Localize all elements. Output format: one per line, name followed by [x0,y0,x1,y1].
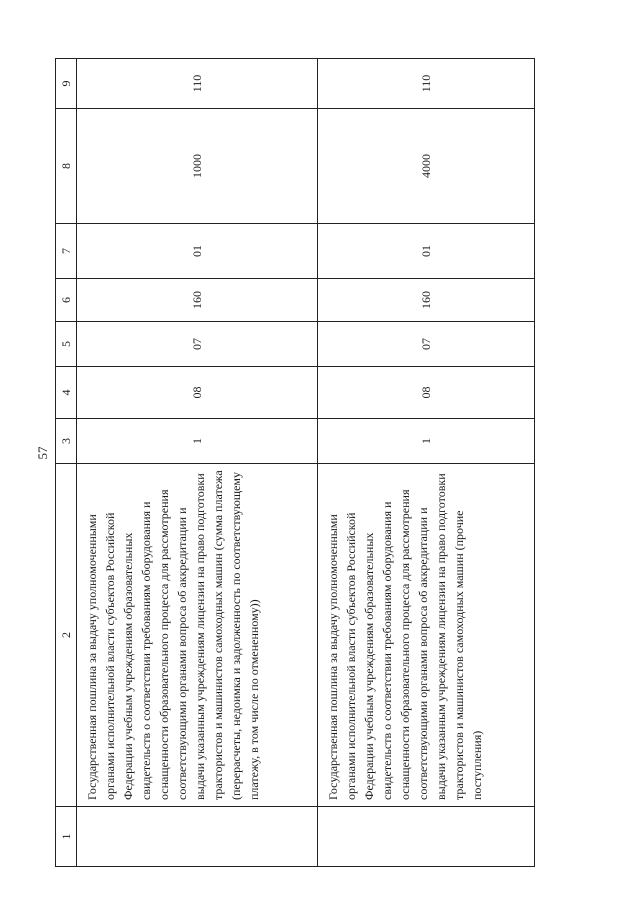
row1-col6: 160 [77,279,318,322]
row2-col7: 01 [317,224,534,279]
header-cell-2: 2 [56,464,77,807]
row2-col4: 08 [317,367,534,419]
row2-col3: 1 [317,419,534,464]
header-cell-6: 6 [56,279,77,322]
row1-col4: 08 [77,367,318,419]
header-cell-9: 9 [56,59,77,109]
row1-col3: 1 [77,419,318,464]
page-number: 57 [35,446,50,460]
header-row [56,59,77,867]
row2-col5: 07 [317,322,534,367]
table-row [317,59,534,867]
header-cell-3: 3 [56,419,77,464]
header-cell-7: 7 [56,224,77,279]
row2-description [317,464,534,807]
budget-code-table [55,59,535,867]
row2-col6: 160 [317,279,534,322]
header-cell-4: 4 [56,367,77,419]
header-cell-1: 1 [56,807,77,867]
row2-col1 [317,807,534,867]
row1-description-text: Государственная пошлина за выдачу уполномоченными органами исполнительной власти субъектов Российской Федерации учебным учреждениям образовательных свидетельств о соответствии требованиям оборудования и оснащенности образовательного процесса для рассмотрения соответствующими органами вопроса об аккредитации и выдачи указанным учреждениям лицензии на право подготовки трактористов и машинистов самоходных машин (сумма платежа (перерасчеты, недоимка и задолженность по соответствующему платежу, в том числе по отмененному)) [85,470,261,800]
row1-col9: 110 [77,59,318,109]
table-row [77,59,318,867]
row1-col8: 1000 [77,109,318,224]
row1-col1 [77,807,318,867]
row2-col9: 110 [317,59,534,109]
row1-col5: 07 [77,322,318,367]
header-cell-8: 8 [56,109,77,224]
header-cell-5: 5 [56,322,77,367]
row1-col7: 01 [77,224,318,279]
row2-description-text: Государственная пошлина за выдачу уполномоченными органами исполнительной власти субъектов Российской Федерации учебным учреждениям образовательных свидетельств о соответствии требованиям оборудования и оснащенности образовательного процесса для рассмотрения соответствующими органами вопроса об аккредитации и выдачи указанным учреждениям лицензии на право подготовки трактористов и машинистов самоходных машин (прочие поступления) [325,473,484,800]
row1-description [77,464,318,807]
row2-col8: 4000 [317,109,534,224]
